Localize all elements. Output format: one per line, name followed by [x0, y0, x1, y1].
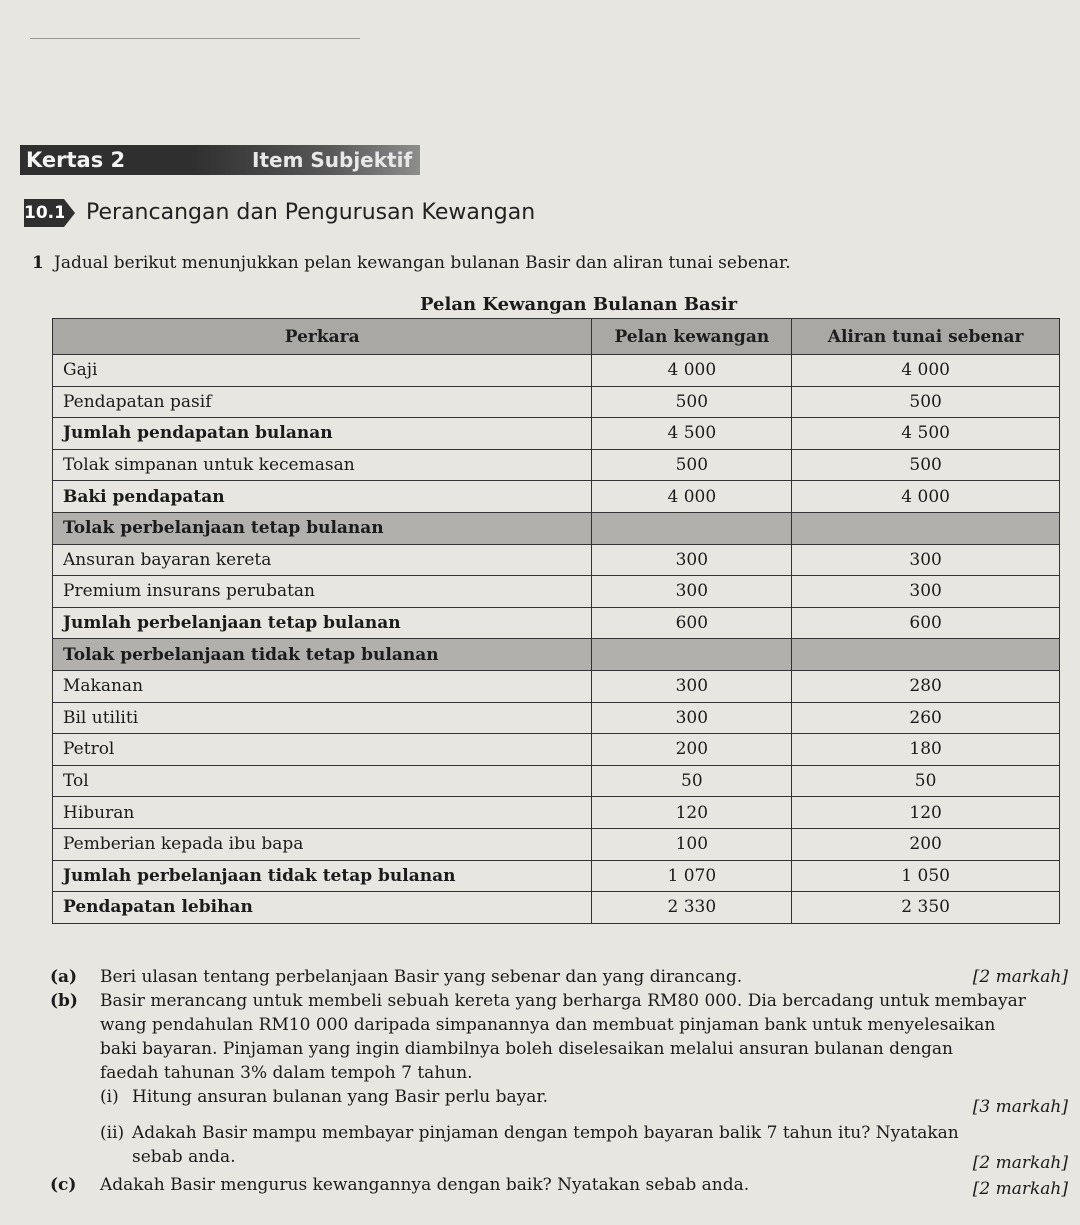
part-b-i-marks: [3 markah]: [972, 1097, 1068, 1117]
row-actual: 600: [792, 607, 1060, 639]
row-plan: 300: [592, 670, 792, 702]
row-plan: 200: [592, 734, 792, 766]
row-item: Pemberian kepada ibu bapa: [53, 828, 592, 860]
table-row: [53, 418, 1060, 450]
part-b-ii-text: Adakah Basir mampu membayar pinjaman dengan tempoh bayaran balik 7 tahun itu? Nyatakan: [132, 1123, 959, 1143]
table-row: [53, 544, 1060, 576]
row-actual: 4 000: [792, 481, 1060, 513]
row-item: Tol: [53, 765, 592, 797]
section-title: Perancangan dan Pengurusan Kewangan: [86, 200, 536, 225]
table-row: [53, 481, 1060, 513]
part-a: [50, 965, 1080, 989]
row-actual: 50: [792, 765, 1060, 797]
row-item: Bil utiliti: [53, 702, 592, 734]
row-plan: 4 500: [592, 418, 792, 450]
row-item: Makanan: [53, 670, 592, 702]
row-item: Tolak perbelanjaan tetap bulanan: [53, 512, 592, 544]
row-actual: 180: [792, 734, 1060, 766]
part-c: [50, 1173, 1080, 1197]
part-b-i: [50, 1085, 1080, 1121]
row-plan: 600: [592, 607, 792, 639]
section-arrow-icon: [64, 199, 75, 227]
row-actual: 500: [792, 386, 1060, 418]
part-a-label: (a): [50, 967, 78, 987]
row-plan: 300: [592, 576, 792, 608]
part-b-line4: faedah tahunan 3% dalam tempoh 7 tahun.: [100, 1063, 473, 1083]
part-b: [50, 989, 1080, 1085]
row-plan: 4 000: [592, 355, 792, 387]
table-title: Pelan Kewangan Bulanan Basir: [420, 294, 738, 315]
header-perkara: Perkara: [53, 319, 592, 355]
table-row: [53, 892, 1060, 924]
row-item: Tolak simpanan untuk kecemasan: [53, 449, 592, 481]
table-row: [53, 734, 1060, 766]
question-intro: [32, 250, 791, 276]
row-item: Ansuran bayaran kereta: [53, 544, 592, 576]
row-plan: 1 070: [592, 860, 792, 892]
part-b-label: (b): [50, 991, 78, 1011]
part-b-line3: baki bayaran. Pinjaman yang ingin diambilnya boleh diselesaikan melalui ansuran bulanan dengan: [100, 1039, 953, 1059]
row-plan: [592, 512, 792, 544]
table-row: [53, 449, 1060, 481]
row-plan: 120: [592, 797, 792, 829]
part-b-i-text: Hitung ansuran bulanan yang Basir perlu bayar.: [132, 1087, 549, 1107]
row-item: Petrol: [53, 734, 592, 766]
question-parts: [50, 965, 1080, 1197]
part-c-label: (c): [50, 1175, 77, 1195]
row-item: Jumlah perbelanjaan tetap bulanan: [53, 607, 592, 639]
part-a-text: Beri ulasan tentang perbelanjaan Basir yang sebenar dan yang dirancang.: [100, 967, 743, 987]
table-subheading-row: [53, 639, 1060, 671]
row-item: Premium insurans perubatan: [53, 576, 592, 608]
row-item: Pendapatan lebihan: [53, 892, 592, 924]
paper-type: Item Subjektif: [190, 145, 420, 175]
row-actual: 200: [792, 828, 1060, 860]
row-plan: 2 330: [592, 892, 792, 924]
part-b-line2: wang pendahulan RM10 000 daripada simpanannya dan membuat pinjaman bank untuk menyelesaikan: [100, 1015, 996, 1035]
row-actual: 500: [792, 449, 1060, 481]
table-row: [53, 355, 1060, 387]
part-b-ii-text2: sebab anda.: [132, 1147, 236, 1167]
question-intro-text: Jadual berikut menunjukkan pelan kewangan bulanan Basir dan aliran tunai sebenar.: [54, 253, 791, 273]
row-plan: [592, 639, 792, 671]
table-header-row: [53, 319, 1060, 355]
table-row: [53, 670, 1060, 702]
part-c-marks: [2 markah]: [972, 1179, 1068, 1199]
row-actual: 2 350: [792, 892, 1060, 924]
top-rule: [30, 38, 360, 39]
row-actual: 4 500: [792, 418, 1060, 450]
row-actual: 4 000: [792, 355, 1060, 387]
row-actual: 300: [792, 576, 1060, 608]
table-row: [53, 386, 1060, 418]
part-c-text: Adakah Basir mengurus kewangannya dengan baik? Nyatakan sebab anda.: [100, 1175, 750, 1195]
part-a-marks: [2 markah]: [972, 967, 1068, 987]
row-plan: 50: [592, 765, 792, 797]
part-b-ii: [50, 1121, 1080, 1173]
row-item: Baki pendapatan: [53, 481, 592, 513]
row-actual: 300: [792, 544, 1060, 576]
table-row: [53, 860, 1060, 892]
section-number: 10.1: [24, 199, 64, 227]
table-subheading-row: [53, 512, 1060, 544]
table-row: [53, 607, 1060, 639]
row-plan: 500: [592, 386, 792, 418]
row-actual: 280: [792, 670, 1060, 702]
section-heading: [24, 197, 724, 231]
header-actual: Aliran tunai sebenar: [792, 319, 1060, 355]
table-row: [53, 828, 1060, 860]
row-item: Tolak perbelanjaan tidak tetap bulanan: [53, 639, 592, 671]
paper-badge: [20, 145, 440, 175]
question-number: 1: [32, 253, 44, 273]
row-item: Hiburan: [53, 797, 592, 829]
row-plan: 100: [592, 828, 792, 860]
part-b-ii-label: (ii): [100, 1123, 125, 1143]
table-row: [53, 702, 1060, 734]
part-b-i-label: (i): [100, 1087, 119, 1107]
paper-label: Kertas 2: [20, 145, 190, 175]
row-plan: 500: [592, 449, 792, 481]
row-plan: 300: [592, 544, 792, 576]
row-item: Gaji: [53, 355, 592, 387]
row-item: Jumlah pendapatan bulanan: [53, 418, 592, 450]
row-item: Pendapatan pasif: [53, 386, 592, 418]
row-actual: [792, 512, 1060, 544]
header-plan: Pelan kewangan: [592, 319, 792, 355]
budget-table: [52, 318, 1060, 924]
row-actual: 120: [792, 797, 1060, 829]
row-actual: 1 050: [792, 860, 1060, 892]
table-row: [53, 765, 1060, 797]
row-plan: 4 000: [592, 481, 792, 513]
row-actual: 260: [792, 702, 1060, 734]
row-item: Jumlah perbelanjaan tidak tetap bulanan: [53, 860, 592, 892]
part-b-ii-marks: [2 markah]: [972, 1153, 1068, 1173]
row-plan: 300: [592, 702, 792, 734]
part-b-line1: Basir merancang untuk membeli sebuah kereta yang berharga RM80 000. Dia bercadang untuk membayar: [100, 991, 1026, 1011]
table-row: [53, 576, 1060, 608]
row-actual: [792, 639, 1060, 671]
table-row: [53, 797, 1060, 829]
